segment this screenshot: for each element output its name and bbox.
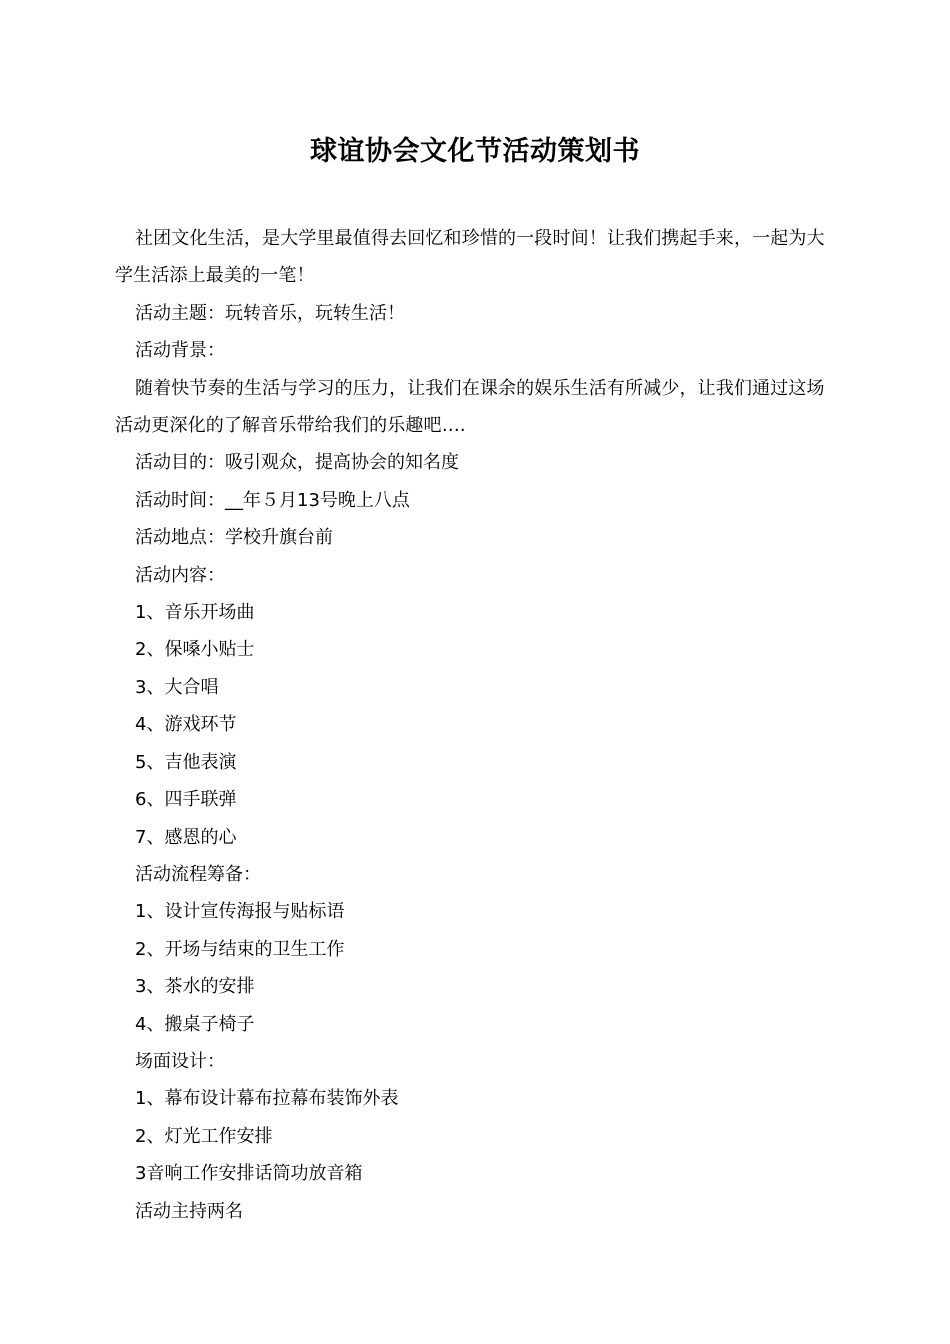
list-item-preparation-4: 4、搬桌子椅子: [135, 1013, 255, 1035]
list-item-scene-2: 2、灯光工作安排: [135, 1125, 273, 1147]
list-item-preparation-1: 1、设计宣传海报与贴标语: [135, 901, 345, 923]
list-item-content-6: 6、四手联弹: [135, 789, 237, 811]
section-heading-preparation: 活动流程筹备：: [135, 863, 261, 885]
list-item-preparation-3: 3、茶水的安排: [135, 976, 255, 998]
document-title: 球谊协会文化节活动策划书: [310, 136, 640, 167]
list-item-preparation-2: 2、开场与结束的卫生工作: [135, 938, 345, 960]
paragraph-purpose: 活动目的：吸引观众，提高协会的知名度: [135, 452, 459, 474]
list-item-scene-3: 3音响工作安排话筒功放音箱: [135, 1163, 363, 1185]
section-heading-content: 活动内容：: [135, 564, 225, 586]
list-item-content-2: 2、保嗓小贴士: [135, 639, 255, 661]
paragraph-time: 活动时间：__年５月13号晚上八点: [135, 489, 410, 511]
list-item-content-5: 5、吉他表演: [135, 751, 237, 773]
document-body: [115, 220, 835, 1230]
paragraph-hosts: 活动主持两名: [135, 1200, 243, 1222]
paragraph-theme: 活动主题：玩转音乐，玩转生活！: [135, 302, 405, 324]
list-item-content-1: 1、音乐开场曲: [135, 602, 255, 624]
paragraph-intro: 社团文化生活，是大学里最值得去回忆和珍惜的一段时间！让我们携起手来，一起为大学生活添上最美的一笔！: [115, 228, 825, 287]
list-item-content-3: 3、大合唱: [135, 676, 219, 698]
list-item-content-7: 7、感恩的心: [135, 826, 237, 848]
list-item-scene-1: 1、幕布设计幕布拉幕布装饰外表: [135, 1088, 399, 1110]
section-heading-background: 活动背景：: [135, 340, 225, 362]
paragraph-location: 活动地点：学校升旗台前: [135, 527, 333, 549]
list-item-content-4: 4、游戏环节: [135, 714, 237, 736]
paragraph-background: 随着快节奏的生活与学习的压力，让我们在课余的娱乐生活有所减少，让我们通过这场活动更深化的了解音乐带给我们的乐趣吧….: [115, 377, 825, 437]
section-heading-scene-design: 场面设计：: [135, 1050, 225, 1072]
